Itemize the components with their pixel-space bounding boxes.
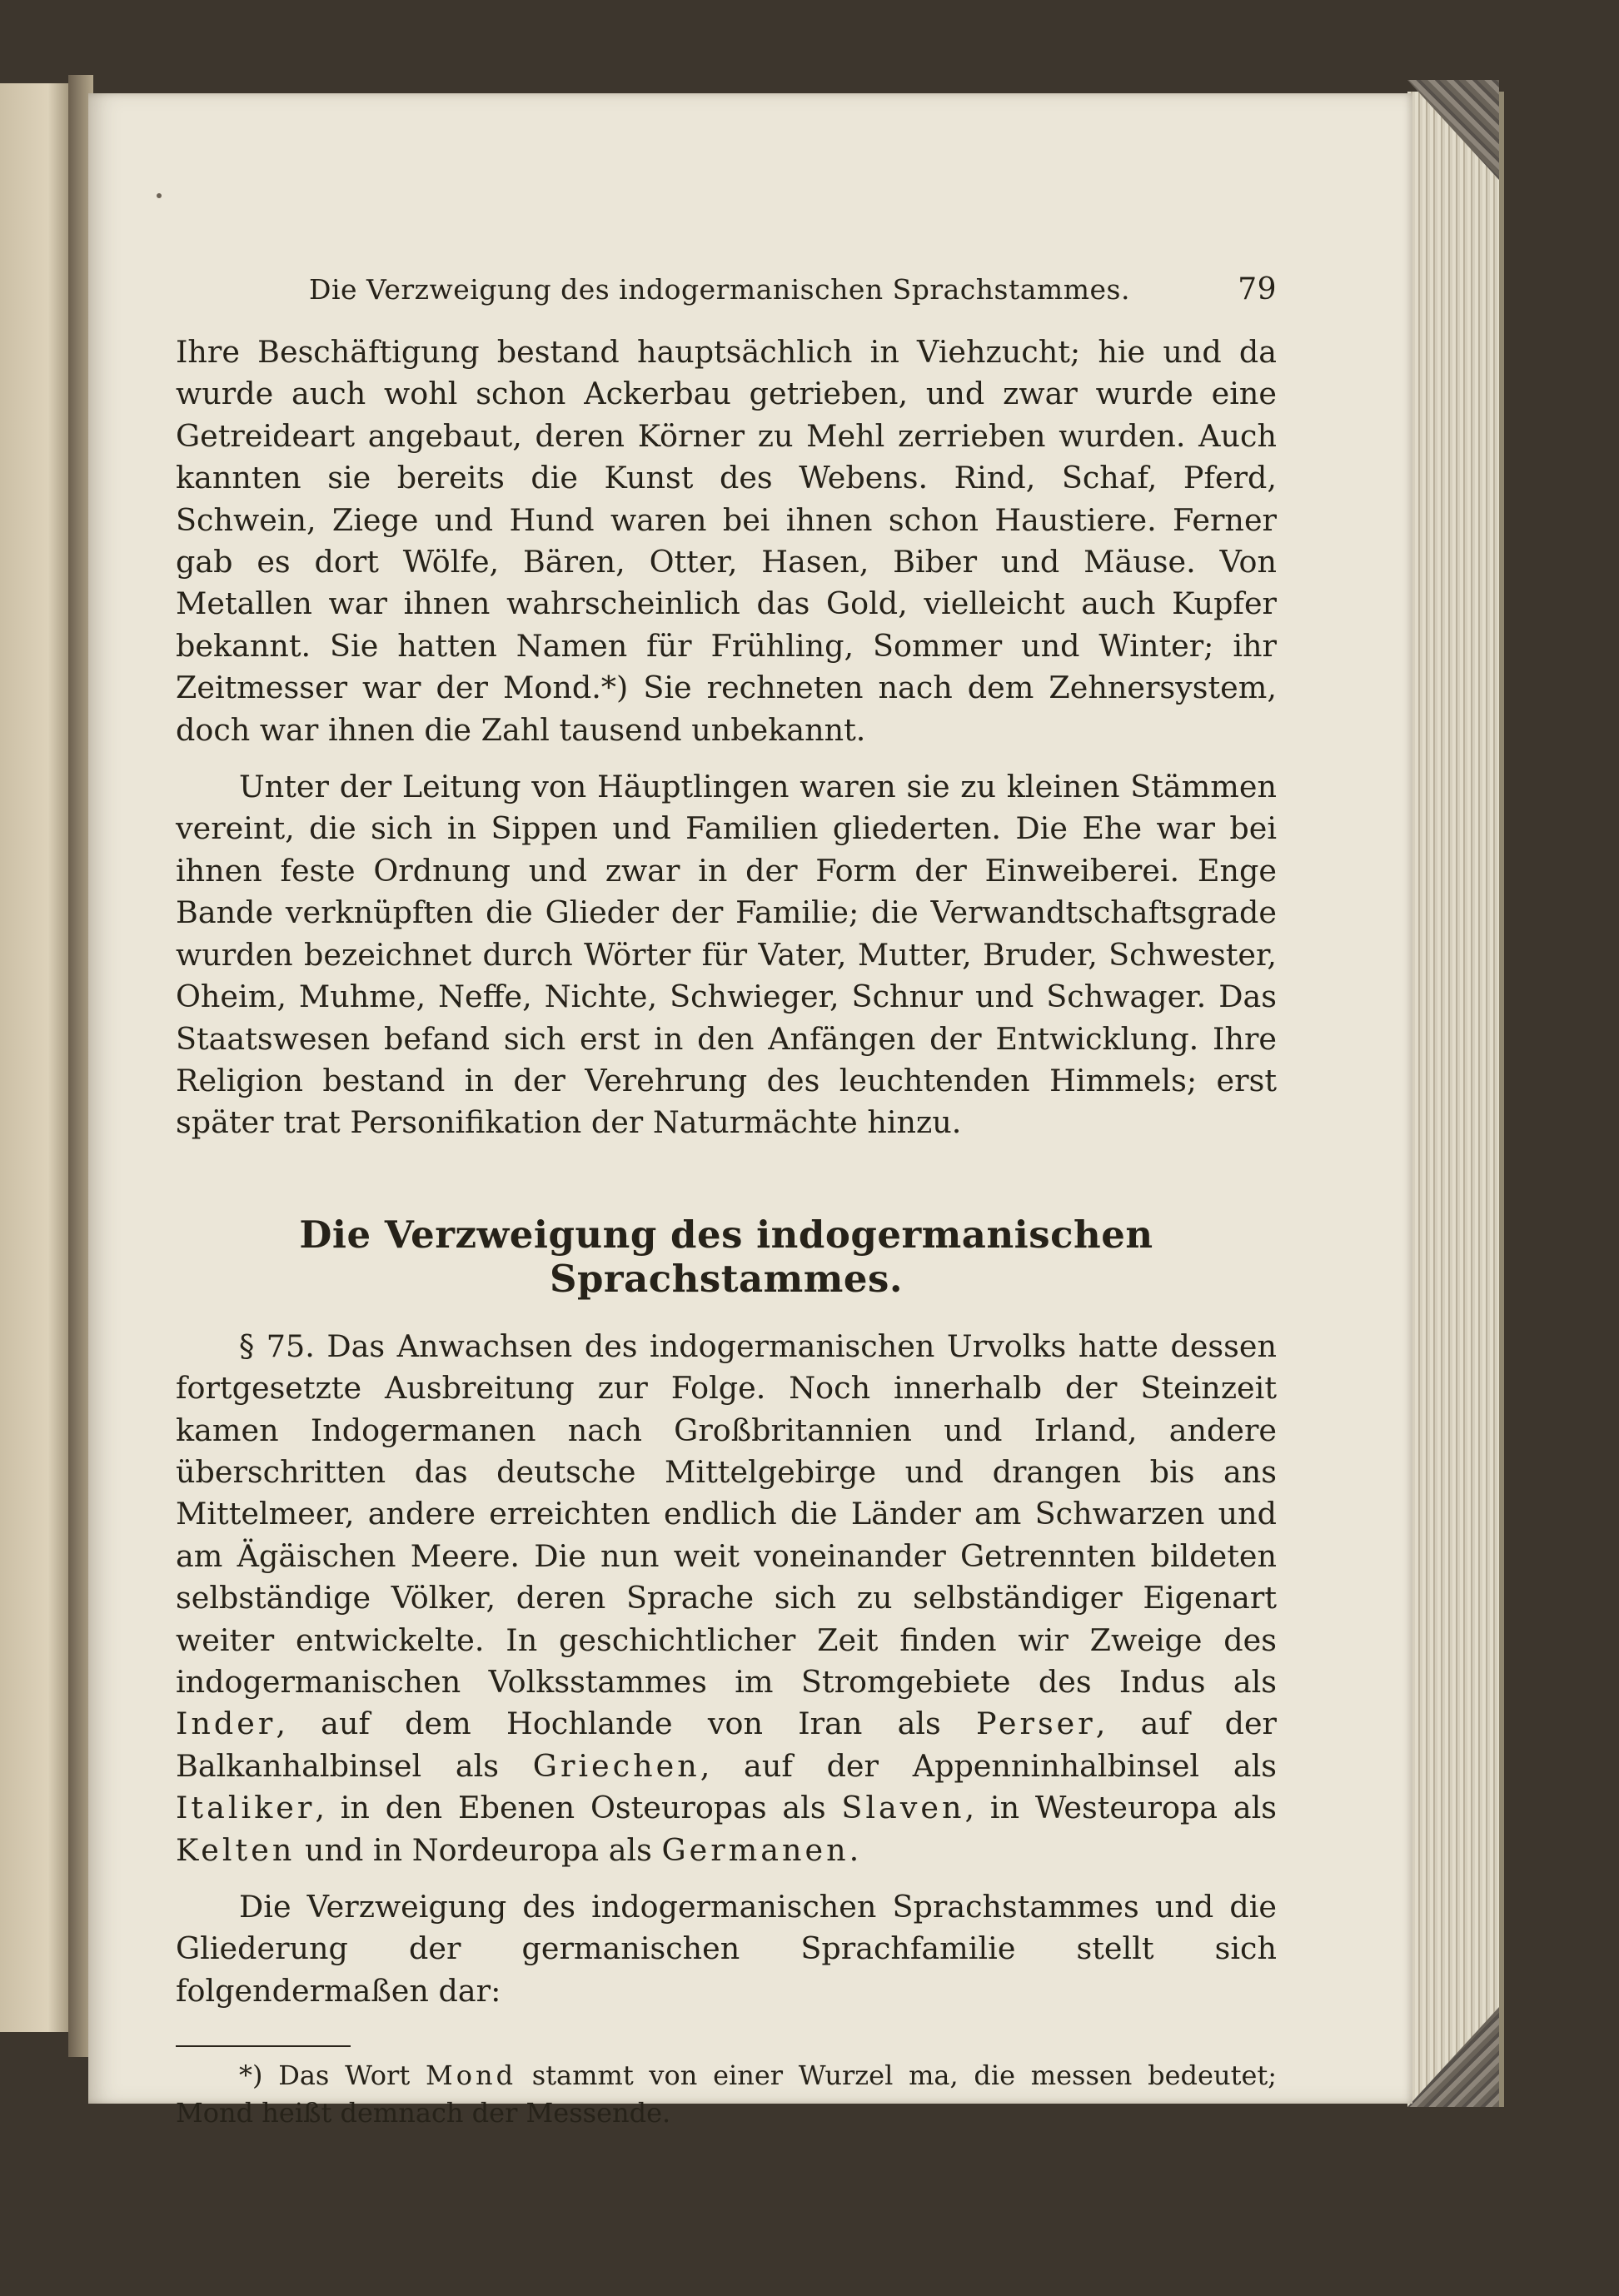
paragraph-overview: Die Verzweigung des indogermanischen Sprachstammes und die Gliederung der germanischen Sprachfamilie stellt sich folgendermaßen dar: bbox=[176, 1889, 1277, 2009]
section-heading: Die Verzweigung des indogermanischen Sprachstammes. bbox=[299, 1212, 1153, 1301]
term-ma: ma bbox=[909, 2059, 950, 2092]
facing-page-edge bbox=[0, 83, 68, 2032]
page-number: 79 bbox=[1238, 272, 1277, 306]
term-inder: Inder bbox=[176, 1706, 276, 1742]
term-germanen: Germanen bbox=[661, 1831, 849, 1868]
paragraph-society: Unter der Leitung von Häuptlingen waren sie zu kleinen Stämmen vereint, die sich in Sippen und Familien gliederten. Die Ehe war bei ihnen feste Ordnung und zwar in der Form der Einweiberei. Enge Bande verknüpften die Glieder der Familie; die Verwandtschaftsgrade wurden bezeichnet durch Wörter für Vater, Mutter, Bruder, Schwester, Oheim, Muhme, Neffe, Nichte, Schwieger, Schnur und Schwager. Das Staatswesen befand sich erst in den Anfängen der Entwicklung. Ihre Religion bestand in der Verehrung des leuchtenden Himmels; erst später trat Personifikation der Naturmächte hinzu. bbox=[176, 769, 1277, 1141]
term-mond: Mond bbox=[425, 2059, 517, 2092]
running-head-title: Die Verzweigung des indogermanischen Sprachstammes. bbox=[309, 273, 1130, 306]
page-stack-edges bbox=[1407, 92, 1504, 2107]
footnote: *) Das Wort Mond stammt von einer Wurzel ma, die messen bedeutet; Mond heißt demnach der Messende. bbox=[176, 2059, 1278, 2129]
term-perser: Perser bbox=[975, 1706, 1096, 1742]
term-griechen: Griechen bbox=[532, 1747, 700, 1784]
term-slaven: Slaven bbox=[841, 1790, 965, 1826]
book-page bbox=[88, 93, 1412, 2129]
running-head bbox=[176, 272, 1277, 306]
paragraph-occupation: Ihre Beschäftigung bestand hauptsächlich in Viehzucht; hie und da wurde auch wohl schon Ackerbau getrieben, und zwar wurde eine Getreideart angebaut, deren Körner zu Mehl zerrieben wurden. Auch kannten sie bereits die Kunst des Webens. Rind, Schaf, Pferd, Schwein, Ziege und Hund waren bei ihnen schon Haustiere. Ferner gab es dort Wölfe, Bären, Otter, Hasen, Biber und Mäuse. Von Metallen war ihnen wahrscheinlich das Gold, vielleicht auch Kupfer bekannt. Sie hatten Namen für Frühling, Sommer und Winter; ihr Zeitmesser war der Mond.*) Sie rechneten nach dem Zehnersystem, doch war ihnen die Zahl tausend unbekannt. bbox=[176, 334, 1277, 748]
paragraph-section-75: § 75. Das Anwachsen des indogermanischen Urvolks hatte dessen fortgesetzte Ausbreitung zur Folge. Noch innerhalb der Steinzeit kamen Indogermanen nach Großbritannien und Irland, andere überschritten das deutsche Mittelgebirge und drangen bis ans Mittelmeer, andere erreichten endlich die Länder am Schwarzen und am Ägäischen Meere. Die nun weit voneinander Getrennten bildeten selbständige Völker, deren Sprache sich zu selbständiger Eigenart weiter entwickelte. In geschichtlicher Zeit finden wir Zweige des indogermanischen Volksstammes im Stromgebiete des Indus als Inder, auf dem Hochlande von Iran als Perser, auf der Balkanhalbinsel als Griechen, auf der Appenninhalbinsel als Italiker, in den Ebenen Osteuropas als Slaven, in Westeuropa als Kelten und in Nordeuropa als Germanen. bbox=[176, 1327, 1277, 1868]
paper-speck bbox=[157, 193, 162, 198]
term-kelten: Kelten bbox=[176, 1831, 296, 1868]
footnote-rule bbox=[176, 2045, 351, 2047]
term-italiker: Italiker bbox=[176, 1790, 316, 1826]
page-content bbox=[176, 272, 1277, 2132]
